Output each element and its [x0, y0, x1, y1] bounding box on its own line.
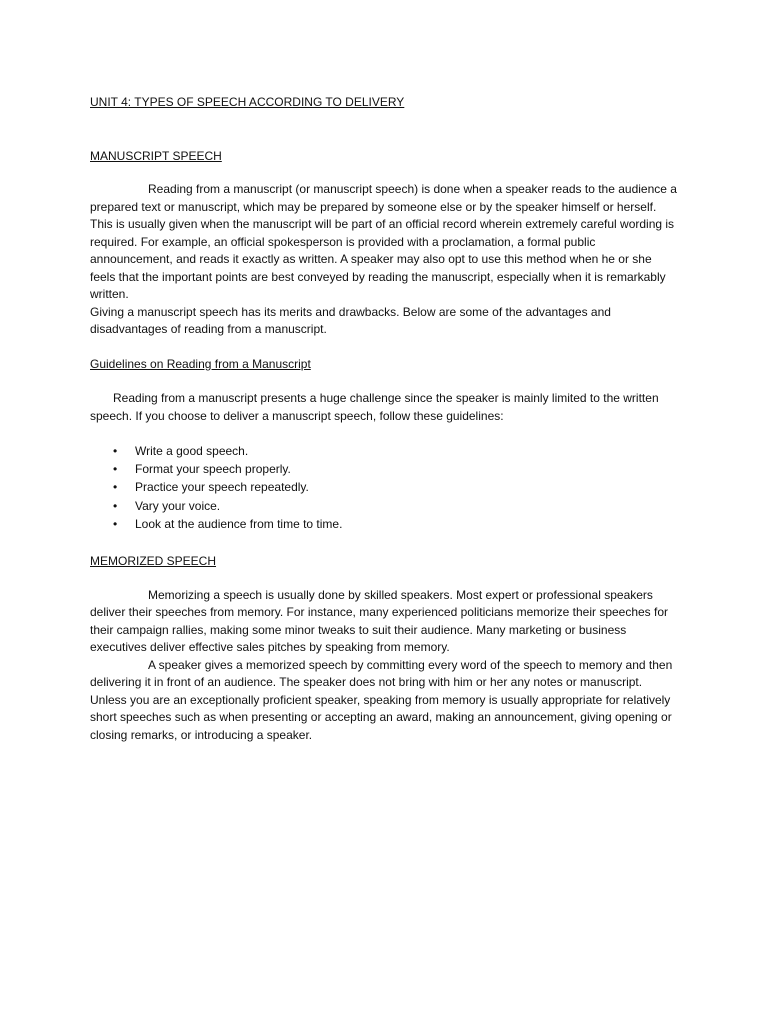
- bullet-icon: •: [113, 480, 118, 495]
- list-item: • Practice your speech repeatedly.: [90, 478, 680, 496]
- bullet-icon: •: [113, 462, 118, 477]
- document-body: [90, 94, 680, 744]
- guidelines-intro: Reading from a manuscript presents a huge challenge since the speaker is mainly limited to the written speech. If you choose to deliver a manuscript speech, follow these guidelines:: [90, 391, 659, 423]
- list-item: • Look at the audience from time to time.: [90, 515, 680, 533]
- bullet-icon: •: [113, 498, 118, 513]
- manuscript-paragraph-1: Reading from a manuscript (or manuscript speech) is done when a speaker reads to the audience a prepared text or manuscript, which may be prepared by someone else or by the speaker himself or herself. This is usually given when the manuscript will be part of an official record wherein extremely careful wording is required. For example, an official spokesperson is provided with a proclamation, a formal public announcement, and reads it exactly as written. A speaker may also opt to use this method when he or she feels that the important points are best conveyed by reading the manuscript, especially when it is remarkably written.: [90, 182, 677, 301]
- manuscript-speech-heading: MANUSCRIPT SPEECH: [90, 148, 222, 163]
- manuscript-paragraph-2: Giving a manuscript speech has its merits and drawbacks. Below are some of the advantages and disadvantages of reading from a manuscript.: [90, 304, 611, 336]
- guidelines-list: [90, 442, 680, 533]
- list-item: • Vary your voice.: [90, 497, 680, 515]
- memorized-paragraph-1: Memorizing a speech is usually done by skilled speakers. Most expert or professional speakers deliver their speeches from memory. For instance, many experienced politicians memorize their speeches for their campaign rallies, making some minor tweaks to suit their audience. Many marketing or business executives deliver effective sales pitches by speaking from memory.: [90, 587, 669, 655]
- unit-title: UNIT 4: TYPES OF SPEECH ACCORDING TO DELIVERY: [90, 95, 405, 109]
- list-item: • Write a good speech.: [90, 442, 680, 460]
- bullet-icon: •: [113, 444, 118, 458]
- bullet-icon: •: [113, 516, 118, 531]
- guidelines-heading: Guidelines on Reading from a Manuscript: [90, 356, 311, 371]
- memorized-paragraph-2: A speaker gives a memorized speech by committing every word of the speech to memory and then delivering it in front of an audience. The speaker does not bring with him or her any notes or manuscript. Unless you are an exceptionally proficient speaker, speaking from memory is usually appropriate for relatively short speeches such as when presenting or accepting an award, making an announcement, giving opening or closing remarks, or introducing a speaker.: [90, 657, 673, 742]
- memorized-speech-heading: MEMORIZED SPEECH: [90, 554, 217, 569]
- list-item: • Format your speech properly.: [90, 460, 680, 478]
